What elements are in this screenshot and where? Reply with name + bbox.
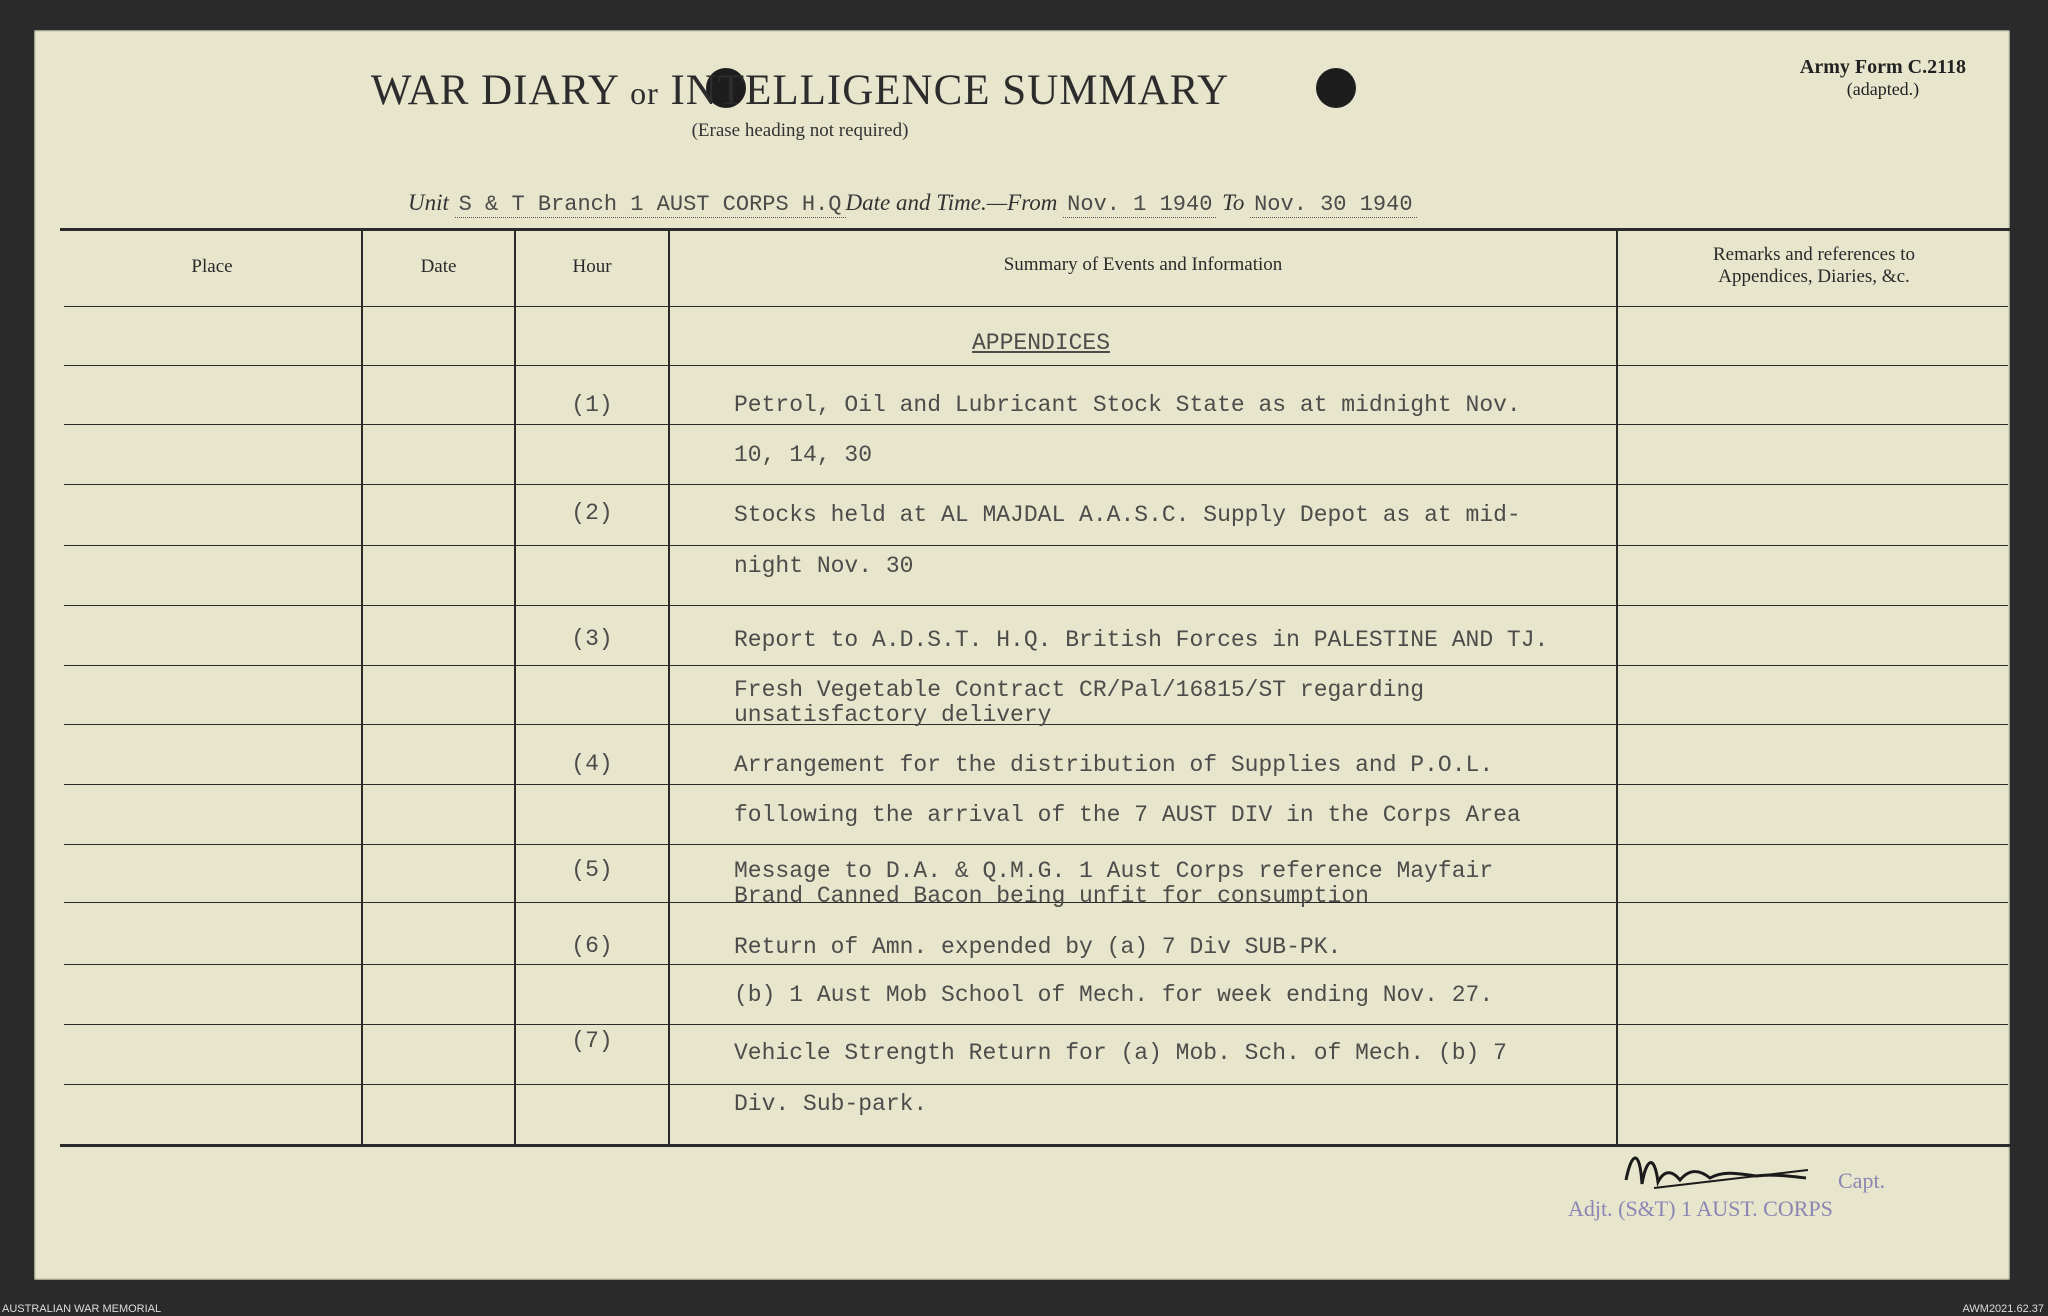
entry-text: unsatisfactory delivery <box>734 702 1052 728</box>
to-date: Nov. 30 1940 <box>1250 192 1416 218</box>
row-rule <box>64 484 2008 485</box>
footer-right: AWM2021.62.37 <box>1962 1303 2044 1315</box>
entry-text: (b) 1 Aust Mob School of Mech. for week ending Nov. 27. <box>734 982 1494 1008</box>
entry-text: Fresh Vegetable Contract CR/Pal/16815/ST regarding <box>734 677 1425 703</box>
column-divider <box>1616 230 1618 1146</box>
entry-hour: (2) <box>571 500 613 526</box>
column-divider <box>514 230 516 1146</box>
unit-line: Unit S & T Branch 1 AUST CORPS H.Q Date and Time.—From Nov. 1 1940 To Nov. 30 1940 <box>408 190 1417 217</box>
row-rule <box>64 605 2008 606</box>
column-header-place: Place <box>191 256 233 277</box>
table-top-rule <box>60 228 2010 231</box>
column-header-hour: Hour <box>572 256 612 277</box>
entry-text: Brand Canned Bacon being unfit for consumption <box>734 883 1369 909</box>
entry-hour: (6) <box>571 933 613 959</box>
from-date: Nov. 1 1940 <box>1063 192 1216 218</box>
rank-stamp: Capt. <box>1838 1168 1886 1193</box>
adjutant-stamp: Adjt. (S&T) 1 AUST. CORPS <box>1568 1196 1833 1221</box>
row-rule <box>64 844 2008 845</box>
entry-text: following the arrival of the 7 AUST DIV in the Corps Area <box>734 802 1521 828</box>
entry-text: Message to D.A. & Q.M.G. 1 Aust Corps reference Mayfair <box>734 858 1494 884</box>
army-form-label: Army Form C.2118 (adapted.) <box>1799 56 1966 99</box>
row-rule <box>64 424 2008 425</box>
row-rule <box>64 306 2008 307</box>
entry-hour: (1) <box>571 392 613 418</box>
column-divider <box>361 230 363 1146</box>
entry-text: Return of Amn. expended by (a) 7 Div SUB-PK. <box>734 934 1342 960</box>
row-rule <box>64 1024 2008 1025</box>
row-rule <box>64 964 2008 965</box>
diary-sheet <box>34 30 2010 1280</box>
row-rule <box>64 1084 2008 1085</box>
unit-value: S & T Branch 1 AUST CORPS H.Q <box>455 192 846 218</box>
column-divider <box>668 230 670 1146</box>
column-header-remarks: Remarks and references to Appendices, Diaries, &c. <box>1712 244 1916 287</box>
entry-hour: (7) <box>571 1028 613 1054</box>
entry-text: 10, 14, 30 <box>734 442 873 468</box>
column-header-date: Date <box>420 256 457 277</box>
row-rule <box>64 665 2008 666</box>
entry-text: Report to A.D.S.T. H.Q. British Forces in PALESTINE AND TJ. <box>734 627 1549 653</box>
row-rule <box>64 545 2008 546</box>
entry-text: Stocks held at AL MAJDAL A.A.S.C. Supply Depot as at mid- <box>734 502 1521 528</box>
form-title: WAR DIARY or INTELLIGENCE SUMMARY <box>370 67 1230 114</box>
entry-hour: (3) <box>571 626 613 652</box>
column-header-summary: Summary of Events and Information <box>1003 254 1283 275</box>
appendices-heading: APPENDICES <box>972 330 1111 356</box>
erase-note: (Erase heading not required) <box>691 120 909 141</box>
entry-text: Vehicle Strength Return for (a) Mob. Sch. of Mech. (b) 7 <box>734 1040 1507 1066</box>
entry-hour: (5) <box>571 857 613 883</box>
entry-hour: (4) <box>571 751 613 777</box>
signature <box>1620 1140 1820 1196</box>
entry-text: Div. Sub-park. <box>734 1091 928 1117</box>
row-rule <box>64 784 2008 785</box>
entry-text: night Nov. 30 <box>734 553 914 579</box>
entry-text: Arrangement for the distribution of Supplies and P.O.L. <box>734 752 1494 778</box>
entry-text: Petrol, Oil and Lubricant Stock State as at midnight Nov. <box>734 392 1521 418</box>
row-rule <box>64 365 2008 366</box>
footer-left: AUSTRALIAN WAR MEMORIAL <box>2 1303 162 1315</box>
